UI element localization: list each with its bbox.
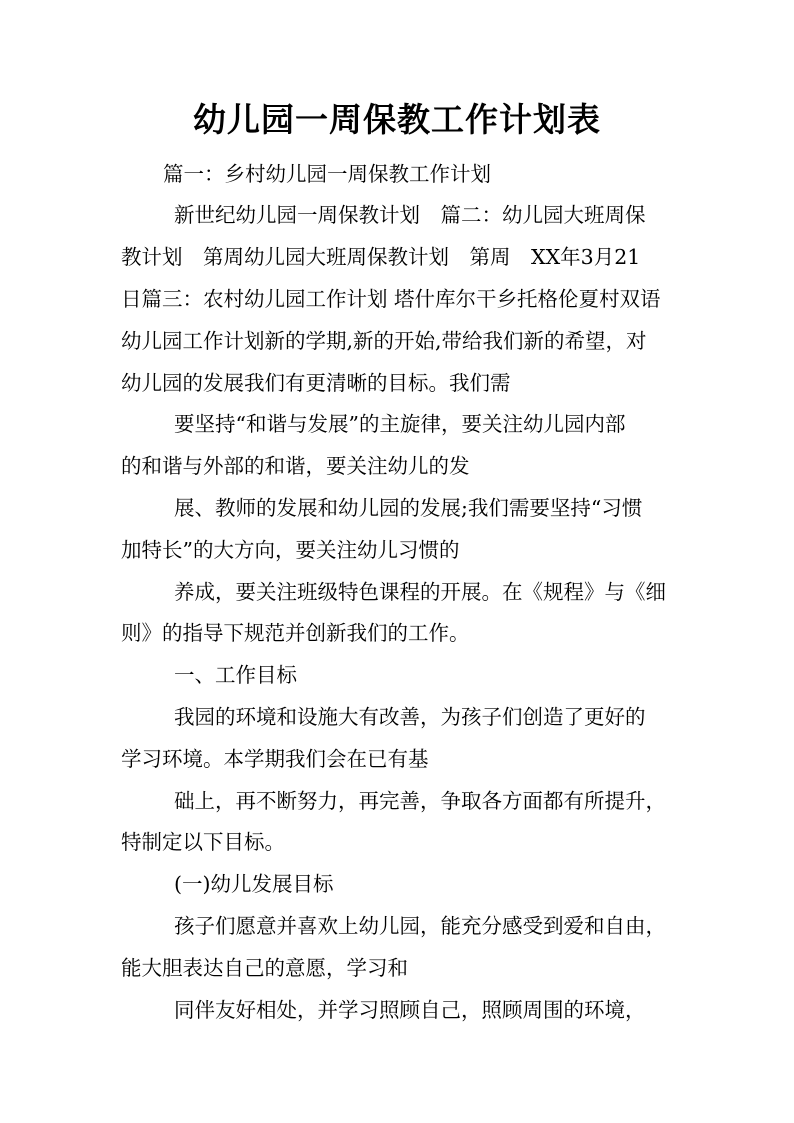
paragraph-line: 新世纪幼儿园一周保教计划 篇二：幼儿园大班周保	[174, 203, 646, 227]
paragraph-line: 础上，再不断努力，再完善，争取各方面都有所提升，	[174, 789, 666, 813]
paragraph-line: 加特长”的大方向，要关注幼儿习惯的	[121, 538, 460, 562]
paragraph-line: 幼儿园的发展我们有更清晰的目标。我们需	[121, 371, 511, 395]
paragraph-line: 幼儿园工作计划新的学期,新的开始,带给我们新的希望，对	[121, 329, 647, 353]
paragraph-line: 能大胆表达自己的意愿，学习和	[121, 956, 408, 980]
paragraph-line: 特制定以下目标。	[121, 830, 285, 854]
paragraph-line: 教计划 第周幼儿园大班周保教计划 第周 XX年3月21	[121, 245, 641, 269]
paragraph-line: 要坚持“和谐与发展”的主旋律，要关注幼儿园内部	[174, 412, 626, 436]
subsection-heading: (一)幼儿发展目标	[174, 872, 334, 896]
section-heading: 一、工作目标	[174, 663, 297, 687]
paragraph-line: 日篇三：农村幼儿园工作计划 塔什库尔干乡托格伦夏村双语	[121, 287, 661, 311]
paragraph-line: 学习环境。本学期我们会在已有基	[121, 747, 429, 771]
paragraph-line: 孩子们愿意并喜欢上幼儿园，能充分感受到爱和自由，	[174, 914, 666, 938]
paragraph-line: 的和谐与外部的和谐，要关注幼儿的发	[121, 454, 470, 478]
paragraph-line: 同伴友好相处，并学习照顾自己，照顾周围的环境，	[174, 998, 646, 1022]
paragraph-line: 篇一：乡村幼儿园一周保教工作计划	[163, 162, 491, 186]
paragraph-line: 养成，要关注班级特色课程的开展。在《规程》与《细	[174, 580, 666, 604]
paragraph-line: 展、教师的发展和幼儿园的发展;我们需要坚持“习惯	[174, 496, 643, 520]
paragraph-line: 我园的环境和设施大有改善，为孩子们创造了更好的	[174, 705, 646, 729]
document-title: 幼儿园一周保教工作计划表	[193, 100, 601, 139]
paragraph-line: 则》的指导下规范并创新我们的工作。	[121, 621, 470, 645]
